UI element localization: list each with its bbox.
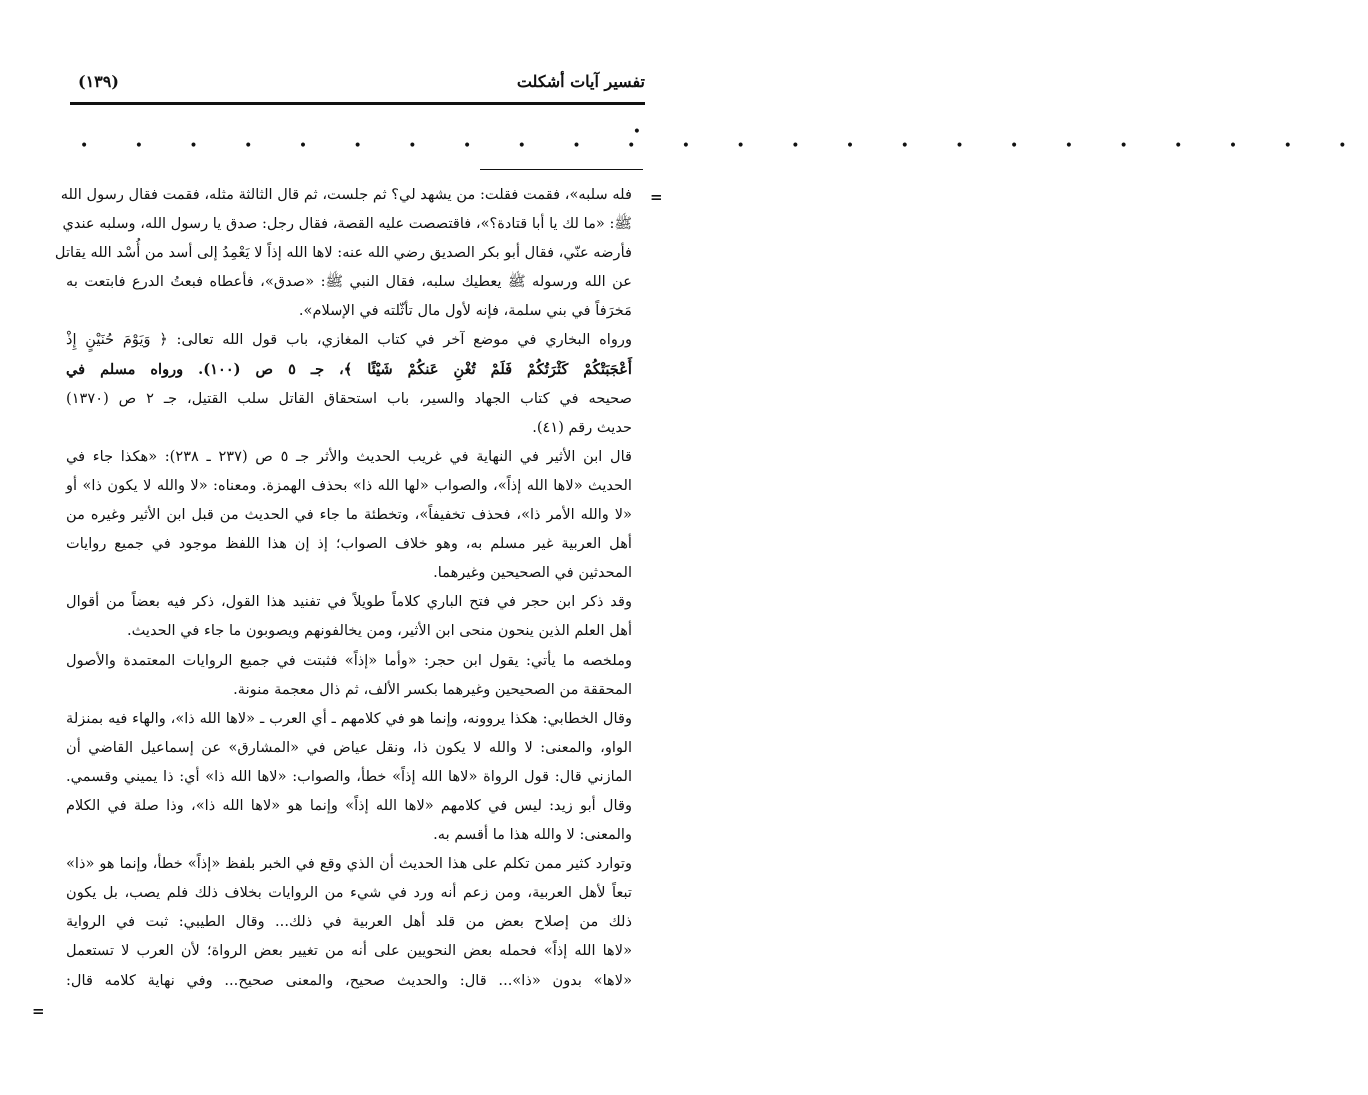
- text-line: «لاها الله إذاً» فحمله بعض النحويين على أنه من تغيير بعض الرواة؛ لأن العرب لا تستعمل: [66, 942, 632, 960]
- quran-verse-line: أَعْجَبَتْكُمْ كَثْرَتُكُمْ فَلَمْ تُغْنِ عَنكُمْ شَيْئًا ﴾، جـ ٥ ص (١٠٠). ورواه مسلم في: [66, 360, 632, 378]
- text-line: «لاها» بدون «ذا»... قال: والحديث صحيح، والمعنى صحيح... وفي نهاية كلامه قال:: [66, 971, 632, 989]
- text-line: صحيحه في كتاب الجهاد والسير، باب استحقاق القاتل سلب القتيل، جـ ٢ ص (١٣٧٠): [66, 389, 632, 407]
- page-header: [70, 70, 645, 100]
- continuation-mark-start: =: [650, 188, 663, 206]
- text-line: «لا والله الأمر ذا»، فحذف تخفيفاً»، وتخطئة ما جاء في الحديث من قبل ابن الأثير وغيره من: [66, 506, 632, 524]
- text-line: عن الله ورسوله ﷺ يعطيك سلبه، فقال النبي ﷺ: «صدق»، فأعطاه فبعتُ الدرع فابتعت به: [66, 273, 632, 291]
- text-line: أهل العربية غير مسلم به، وهو خلاف الصواب؛ إذ إن هذا اللفظ موجود في جميع روايات: [66, 535, 632, 553]
- footnote-rule: [480, 169, 643, 170]
- header-rule: [70, 102, 645, 105]
- text-line: حديث رقم (٤١).: [532, 418, 632, 436]
- text-line: وملخصه ما يأتي: يقول ابن حجر: «وأما «إذاً» فثبتت في جميع الروايات المعتمدة والأصول: [66, 651, 632, 669]
- footnote-body: [54, 180, 632, 995]
- text-line: وقال الخطابي: هكذا يروونه، وإنما هو في كلامهم ـ أي العرب ـ «لاها الله ذا»، والهاء فيه بمنزلة: [66, 709, 632, 727]
- text-line: والمعنى: لا والله هذا ما أقسم به.: [433, 826, 632, 844]
- text-line: مَخرَفاً في بني سلمة، فإنه لأول مال تأثّلته في الإسلام».: [298, 302, 632, 320]
- text-line: وقد ذكر ابن حجر في فتح الباري كلاماً طويلاً في تفنيد هذا القول، ذكر فيه بعضاً من أقوال: [66, 593, 632, 611]
- text-line: وقال أبو زيد: ليس في كلامهم «لاها الله إذاً» وإنما هو «لاها الله ذا»، وذا صلة في الكلام: [66, 796, 632, 814]
- text-line: فله سلبه»، فقمت فقلت: من يشهد لي؟ ثم جلست، ثم قال الثالثة مثله، فقمت فقال رسول الله: [60, 186, 632, 203]
- text-line: المازني قال: قول الرواة «لاها الله إذاً» خطأ، والصواب: «لاها الله ذا» أي: ذا يميني وقسمي.: [66, 767, 632, 785]
- text-line: تبعاً لأهل العربية، ومن زعم أنه ورد في شيء من الروايات بخلاف ذلك فلم يصب، بل يكون: [66, 884, 632, 902]
- text-line: ذلك من إصلاح بعض من قلد أهل العربية في ذلك... وقال الطيبي: ثبت في الرواية: [66, 913, 632, 931]
- text-line: أهل العلم الذين ينحون منحى ابن الأثير، ومن يخالفونهم ويصوبون ما جاء في الحديث.: [126, 622, 632, 640]
- text-line: الواو، والمعنى: لا والله لا يكون ذا، ونقل عياض في «المشارق» عن إسماعيل القاضي أن: [66, 738, 632, 756]
- text-line: المحدثين في الصحيحين وغيرهما.: [433, 564, 632, 582]
- book-title: تفسير آيات أشكلت: [516, 72, 645, 91]
- text-line: وتوارد كثير ممن تكلم على هذا الحديث أن الذي وقع في الخبر بلفظ «إذاً» خطأ، وإنما هو «ذا»: [66, 855, 632, 873]
- continuation-mark-end: =: [32, 1002, 45, 1020]
- dots-row: • • • • • • • • • • • • • • • • • • • • • • • •: [80, 138, 1368, 154]
- text-line: ورواه البخاري في موضع آخر في كتاب المغازي، باب قول الله تعالى: ﴿ وَيَوْمَ حُنَيْنٍ إِذْ: [66, 331, 632, 349]
- page-number: (١٣٩): [78, 72, 119, 91]
- text-line: الحديث «لاها الله إذاً»، والصواب «لها الله ذا» بحذف الهمزة. ومعناه: «لا والله لا يكون ذا» أو: [66, 476, 632, 494]
- text-line: فأرضه عنّي، فقال أبو بكر الصديق رضي الله عنه: لاها الله إذاً لا يَعْمِدُ إلى أسد من أُسْد الله يقاتل: [54, 244, 632, 262]
- dots-row-top: •: [632, 124, 641, 140]
- text-line: المحققة من الصحيحين وغيرهما بكسر الألف، ثم ذال معجمة منونة.: [233, 680, 632, 698]
- text-line: قال ابن الأثير في النهاية في غريب الحديث والأثر جـ ٥ ص (٢٣٧ ـ ٢٣٨): «هكذا جاء في: [66, 447, 632, 465]
- text-line: ﷺ: «ما لك يا أبا قتادة؟»، فاقتصصت عليه القصة، فقال رجل: صدق يا رسول الله، وسلبه عندي: [62, 215, 632, 233]
